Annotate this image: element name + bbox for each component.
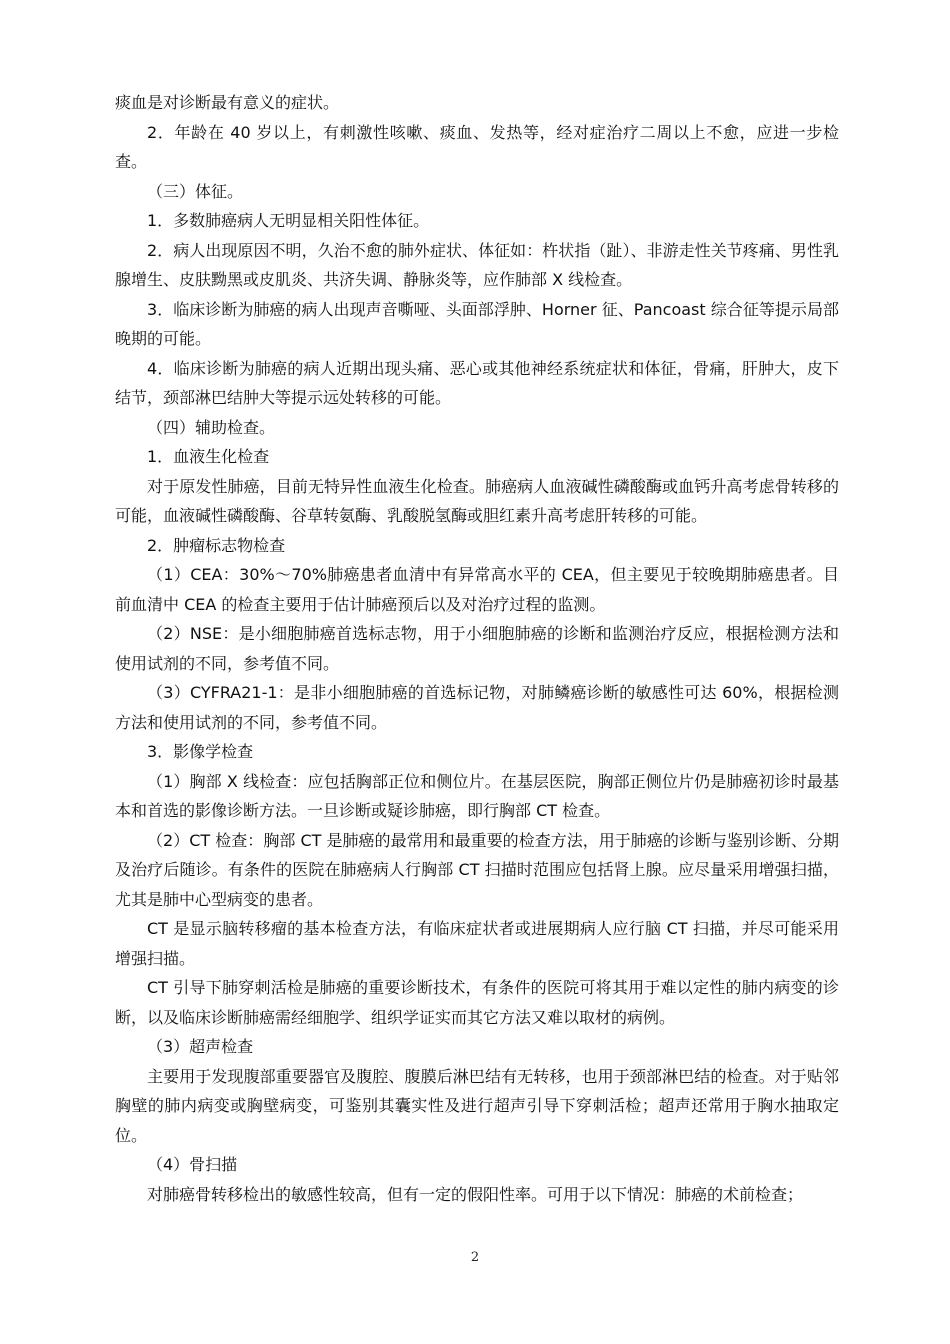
- paragraph: 对于原发性肺癌，目前无特异性血液生化检查。肺癌病人血液碱性磷酸酶或血钙升高考虑骨转移的可能，血液碱性磷酸酶、谷草转氨酶、乳酸脱氢酶或胆红素升高考虑肝转移的可能。: [115, 476, 839, 525]
- paragraph: 1．多数肺癌病人无明显相关阳性体征。: [147, 211, 430, 230]
- paragraph: 2．年龄在 40 岁以上，有刺激性咳嗽、痰血、发热等，经对症治疗二周以上不愈，应进一步检查。: [115, 122, 839, 171]
- section-heading: （四）辅助检查。: [147, 417, 276, 437]
- paragraph: 主要用于发现腹部重要器官及腹腔、腹膜后淋巴结有无转移，也用于颈部淋巴结的检查。对于贴邻胸壁的肺内病变或胸壁病变，可鉴别其囊实性及进行超声引导下穿刺活检；超声还常用于胸水抽取定位。: [115, 1066, 839, 1145]
- paragraph: CT 是显示脑转移瘤的基本检查方法，有临床症状者或进展期病人应行脑 CT 扫描，并尽可能采用增强扫描。: [115, 919, 839, 968]
- paragraph: （2）CT 检查：胸部 CT 是肺癌的最常用和最重要的检查方法，用于肺癌的诊断与鉴别诊断、分期及治疗后随诊。有条件的医院在肺癌病人行胸部 CT 扫描时范围应包括肾上腺。应尽量采用增强扫描，尤其是肺中心型病变的患者。: [115, 830, 839, 909]
- subsection-heading: 1．血液生化检查: [147, 447, 270, 466]
- subsection-heading: （4）骨扫描: [147, 1155, 238, 1174]
- paragraph: （1）胸部 X 线检查：应包括胸部正位和侧位片。在基层医院，胸部正侧位片仍是肺癌初诊时最基本和首选的影像诊断方法。一旦诊断或疑诊肺癌，即行胸部 CT 检查。: [115, 771, 839, 820]
- paragraph: 3．临床诊断为肺癌的病人出现声音嘶哑、头面部浮肿、Horner 征、Pancoast 综合征等提示局部晚期的可能。: [115, 299, 839, 348]
- paragraph: （1）CEA：30%～70%肺癌患者血清中有异常高水平的 CEA，但主要见于较晚期肺癌患者。目前血清中 CEA 的检查主要用于估计肺癌预后以及对治疗过程的监测。: [115, 565, 839, 614]
- section-heading: （三）体征。: [147, 181, 244, 201]
- page-number: 2: [470, 1250, 480, 1265]
- paragraph: 痰血是对诊断最有意义的症状。: [115, 93, 340, 112]
- paragraph: （3）CYFRA21-1：是非小细胞肺癌的首选标记物，对肺鳞癌诊断的敏感性可达 60%，根据检测方法和使用试剂的不同，参考值不同。: [115, 683, 839, 732]
- paragraph: （2）NSE：是小细胞肺癌首选标志物，用于小细胞肺癌的诊断和监测治疗反应，根据检测方法和使用试剂的不同，参考值不同。: [115, 624, 839, 673]
- paragraph: 4．临床诊断为肺癌的病人近期出现头痛、恶心或其他神经系统症状和体征，骨痛，肝肿大，皮下结节，颈部淋巴结肿大等提示远处转移的可能。: [115, 358, 839, 407]
- paragraph: 2．病人出现原因不明，久治不愈的肺外症状、体征如：杵状指（趾）、非游走性关节疼痛、男性乳腺增生、皮肤黝黑或皮肌炎、共济失调、静脉炎等，应作肺部 X 线检查。: [115, 240, 839, 289]
- paragraph: 对肺癌骨转移检出的敏感性较高，但有一定的假阳性率。可用于以下情况：肺癌的术前检查；: [147, 1184, 804, 1204]
- paragraph: CT 引导下肺穿刺活检是肺癌的重要诊断技术，有条件的医院可将其用于难以定性的肺内病变的诊断，以及临床诊断肺癌需经细胞学、组织学证实而其它方法又难以取材的病例。: [115, 978, 839, 1027]
- document-body: [115, 88, 839, 1209]
- subsection-heading: （3）超声检查: [147, 1037, 254, 1056]
- subsection-heading: 2．肿瘤标志物检查: [147, 535, 286, 555]
- subsection-heading: 3．影像学检查: [147, 742, 254, 761]
